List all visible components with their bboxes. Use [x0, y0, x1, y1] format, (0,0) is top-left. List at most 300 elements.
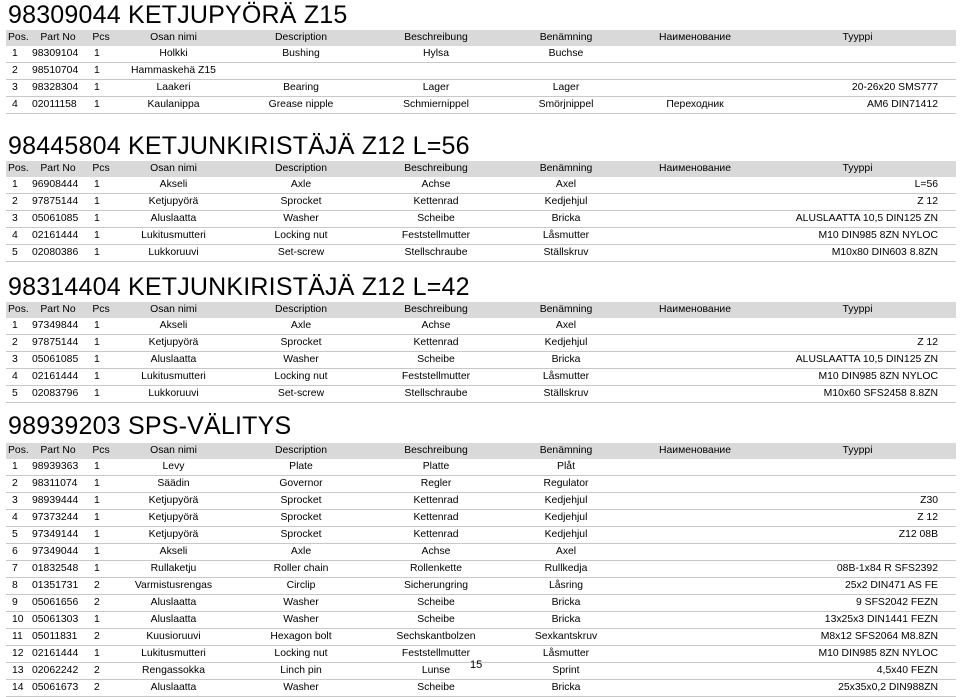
cell-pcs: 1 — [94, 247, 100, 258]
table-row — [6, 612, 956, 629]
cell-pcs: 1 — [94, 196, 100, 207]
cell-beschreibung: Lager — [422, 82, 450, 93]
parts-table — [6, 30, 956, 114]
cell-beschreibung: Scheibe — [417, 597, 455, 608]
cell-beschreibung: Achse — [421, 546, 451, 557]
cell-part-no: 02062242 — [32, 665, 79, 676]
cell-pos: 2 — [12, 65, 18, 76]
cell-description: Set-screw — [277, 247, 325, 258]
cell-part-no: 98328304 — [32, 82, 79, 93]
table-header-row — [6, 443, 956, 459]
cell-naimenovanie — [631, 612, 759, 629]
column-header-naimenovanie: Наименование — [631, 161, 759, 177]
cell-pcs: 1 — [94, 48, 100, 59]
cell-benamning: Sexkantskruv — [534, 631, 598, 642]
cell-description — [231, 63, 371, 80]
cell-benamning — [501, 63, 631, 80]
cell-description: Bushing — [282, 48, 320, 59]
cell-beschreibung: Feststellmutter — [401, 371, 471, 382]
column-header-benamning: Benämning — [501, 161, 631, 177]
cell-part-no: 05011831 — [32, 631, 78, 642]
cell-beschreibung: Kettenrad — [413, 337, 459, 348]
table-row — [6, 493, 956, 510]
cell-benamning: Regulator — [543, 478, 589, 489]
cell-benamning: Smörjnippel — [538, 99, 594, 110]
cell-pcs: 1 — [94, 371, 100, 382]
cell-pos: 7 — [12, 563, 18, 574]
cell-beschreibung: Scheibe — [417, 682, 455, 693]
cell-naimenovanie — [631, 527, 759, 544]
cell-part-no: 01351731 — [32, 580, 79, 591]
table-header-row — [6, 302, 956, 318]
cell-osan-nimi: Ketjupyörä — [148, 512, 199, 523]
cell-tyyppi: 13x25x3 DIN1441 FEZN — [824, 614, 938, 625]
cell-pos: 2 — [12, 478, 18, 489]
cell-benamning: Rullkedja — [544, 563, 588, 574]
table-row — [6, 459, 956, 476]
cell-description: Linch pin — [280, 665, 322, 676]
cell-description: Axle — [290, 320, 312, 331]
cell-osan-nimi: Ketjupyörä — [148, 337, 199, 348]
cell-description: Plate — [289, 461, 313, 472]
cell-osan-nimi: Aluslaatta — [150, 213, 197, 224]
cell-tyyppi: M8x12 SFS2064 M8.8ZN — [820, 631, 938, 642]
cell-pcs: 2 — [94, 597, 100, 608]
cell-part-no: 97875144 — [32, 196, 79, 207]
table-row — [6, 527, 956, 544]
cell-osan-nimi: Säädin — [157, 478, 190, 489]
cell-osan-nimi: Kuusioruuvi — [146, 631, 201, 642]
cell-pos: 10 — [12, 614, 24, 625]
cell-naimenovanie — [631, 510, 759, 527]
cell-tyyppi: ALUSLAATTA 10,5 DIN125 ZN — [795, 213, 938, 224]
column-header-pos: Pos. — [6, 161, 30, 177]
cell-pcs: 2 — [94, 665, 100, 676]
cell-pcs: 1 — [94, 648, 100, 659]
cell-naimenovanie — [631, 228, 759, 245]
cell-naimenovanie — [631, 663, 759, 680]
cell-osan-nimi: Akseli — [159, 546, 188, 557]
cell-naimenovanie — [631, 46, 759, 63]
cell-naimenovanie — [631, 245, 759, 262]
cell-pos: 3 — [12, 354, 18, 365]
cell-pcs: 1 — [94, 546, 100, 557]
cell-benamning: Axel — [555, 179, 577, 190]
cell-part-no: 02161444 — [32, 648, 79, 659]
cell-tyyppi: 25x2 DIN471 AS FE — [845, 580, 938, 591]
cell-beschreibung: Stellschraube — [404, 388, 468, 399]
cell-beschreibung: Lunse — [421, 665, 451, 676]
cell-part-no: 02161444 — [32, 230, 79, 241]
cell-osan-nimi: Lukitusmutteri — [141, 371, 206, 382]
cell-benamning: Bricka — [551, 682, 581, 693]
cell-beschreibung: Scheibe — [417, 614, 455, 625]
table-row — [6, 211, 956, 228]
cell-benamning: Ställskruv — [543, 388, 589, 399]
cell-pos: 11 — [12, 631, 23, 642]
cell-benamning: Låsmutter — [542, 648, 590, 659]
cell-benamning: Kedjehjul — [544, 337, 588, 348]
cell-osan-nimi: Lukitusmutteri — [141, 230, 206, 241]
cell-benamning: Låsmutter — [542, 371, 590, 382]
cell-osan-nimi: Akseli — [159, 320, 188, 331]
cell-naimenovanie — [631, 595, 759, 612]
cell-tyyppi: 08B-1x84 R SFS2392 — [836, 563, 938, 574]
cell-beschreibung: Stellschraube — [404, 247, 468, 258]
cell-part-no: 98939363 — [32, 461, 79, 472]
cell-osan-nimi: Aluslaatta — [150, 682, 197, 693]
cell-pcs: 1 — [94, 320, 100, 331]
table-header-row — [6, 30, 956, 46]
column-header-pos: Pos. — [6, 30, 30, 46]
cell-pos: 4 — [12, 512, 18, 523]
cell-description: Sprocket — [280, 495, 322, 506]
cell-part-no: 05061303 — [32, 614, 79, 625]
column-header-osan-nimi: Osan nimi — [116, 302, 231, 318]
cell-tyyppi: Z 12 — [917, 196, 938, 207]
table-row — [6, 80, 956, 97]
cell-benamning: Bricka — [551, 597, 581, 608]
table-row — [6, 352, 956, 369]
cell-tyyppi: Z30 — [920, 495, 938, 506]
cell-beschreibung: Hylsa — [423, 48, 449, 59]
column-header-pcs: Pcs — [86, 161, 116, 177]
cell-benamning: Bricka — [551, 614, 581, 625]
cell-description: Locking nut — [274, 230, 328, 241]
cell-part-no: 98939444 — [32, 495, 79, 506]
table-row — [6, 476, 956, 493]
cell-pcs: 1 — [94, 388, 100, 399]
parts-table — [6, 302, 956, 403]
cell-tyyppi: 4,5x40 FEZN — [876, 665, 938, 676]
cell-osan-nimi: Aluslaatta — [150, 597, 197, 608]
cell-tyyppi: ALUSLAATTA 10,5 DIN125 ZN — [795, 354, 938, 365]
cell-pos: 3 — [12, 82, 18, 93]
cell-tyyppi: Z12 08B — [898, 529, 938, 540]
column-header-tyyppi: Tyyppi — [759, 161, 956, 177]
cell-pos: 4 — [12, 230, 18, 241]
cell-description: Roller chain — [273, 563, 329, 574]
cell-naimenovanie — [631, 335, 759, 352]
cell-naimenovanie — [631, 369, 759, 386]
cell-description: Sprocket — [280, 512, 322, 523]
cell-naimenovanie — [631, 561, 759, 578]
cell-beschreibung: Feststellmutter — [401, 648, 471, 659]
cell-osan-nimi: Rengassokka — [142, 665, 205, 676]
cell-part-no: 98510704 — [32, 65, 79, 76]
cell-tyyppi — [759, 544, 956, 561]
cell-beschreibung: Kettenrad — [413, 495, 459, 506]
cell-benamning: Låsring — [548, 580, 584, 591]
table-row — [6, 510, 956, 527]
column-header-pcs: Pcs — [86, 443, 116, 459]
cell-tyyppi: AM6 DIN71412 — [866, 99, 938, 110]
cell-pcs: 1 — [94, 230, 100, 241]
table-header-row — [6, 161, 956, 177]
cell-part-no: 97349844 — [32, 320, 79, 331]
cell-benamning: Bricka — [551, 354, 581, 365]
table-row — [6, 629, 956, 646]
cell-pcs: 1 — [94, 337, 100, 348]
table-row — [6, 46, 956, 63]
cell-tyyppi — [759, 46, 956, 63]
cell-pcs: 1 — [94, 495, 100, 506]
table-row — [6, 177, 956, 194]
cell-part-no: 97373244 — [32, 512, 79, 523]
cell-description: Axle — [290, 179, 312, 190]
cell-description: Washer — [283, 614, 319, 625]
cell-tyyppi — [759, 318, 956, 335]
column-header-osan-nimi: Osan nimi — [116, 161, 231, 177]
cell-beschreibung: Sechskantbolzen — [396, 631, 476, 642]
cell-beschreibung: Feststellmutter — [401, 230, 471, 241]
column-header-osan-nimi: Osan nimi — [116, 443, 231, 459]
column-header-beschreibung: Beschreibung — [371, 302, 501, 318]
cell-naimenovanie — [631, 194, 759, 211]
table-row — [6, 386, 956, 403]
cell-pos: 1 — [12, 179, 18, 190]
cell-osan-nimi: Lukitusmutteri — [141, 648, 206, 659]
cell-naimenovanie — [631, 177, 759, 194]
cell-benamning: Axel — [555, 320, 577, 331]
cell-osan-nimi: Varmistusrengas — [134, 580, 213, 591]
table-row — [6, 194, 956, 211]
cell-beschreibung: Achse — [421, 320, 451, 331]
cell-pos: 4 — [12, 99, 18, 110]
cell-benamning: Lager — [552, 82, 580, 93]
column-header-naimenovanie: Наименование — [631, 30, 759, 46]
cell-pos: 12 — [12, 648, 24, 659]
section-title: 98309044 KETJUPYÖRÄ Z15 — [8, 1, 348, 29]
cell-pos: 3 — [12, 495, 18, 506]
table-row — [6, 595, 956, 612]
cell-description: Governor — [279, 478, 323, 489]
cell-tyyppi — [759, 459, 956, 476]
cell-tyyppi: L=56 — [914, 179, 938, 190]
column-header-benamning: Benämning — [501, 443, 631, 459]
cell-pcs: 1 — [94, 478, 100, 489]
cell-beschreibung: Platte — [422, 461, 450, 472]
column-header-pcs: Pcs — [86, 30, 116, 46]
cell-beschreibung: Sicherungring — [403, 580, 469, 591]
cell-pcs: 1 — [94, 529, 100, 540]
cell-description: Sprocket — [280, 337, 322, 348]
cell-pos: 9 — [12, 597, 18, 608]
cell-osan-nimi: Holkki — [159, 48, 188, 59]
column-header-description: Description — [231, 302, 371, 318]
cell-naimenovanie — [631, 680, 759, 697]
cell-osan-nimi: Hammaskehä Z15 — [131, 65, 216, 76]
cell-description: Hexagon bolt — [270, 631, 332, 642]
cell-part-no: 98309104 — [32, 48, 79, 59]
cell-beschreibung: Scheibe — [417, 354, 455, 365]
cell-naimenovanie — [631, 80, 759, 97]
cell-tyyppi: M10x80 DIN603 8.8ZN — [831, 247, 938, 258]
table-row — [6, 335, 956, 352]
cell-part-no: 05061656 — [32, 597, 79, 608]
cell-tyyppi: 9 SFS2042 FEZN — [855, 597, 938, 608]
cell-benamning: Kedjehjul — [544, 529, 588, 540]
cell-description: Washer — [283, 597, 319, 608]
cell-osan-nimi: Ketjupyörä — [148, 495, 199, 506]
cell-part-no: 01832548 — [32, 563, 79, 574]
cell-benamning: Låsmutter — [542, 230, 590, 241]
cell-tyyppi: Z 12 — [917, 512, 938, 523]
cell-benamning: Ställskruv — [543, 247, 589, 258]
cell-benamning: Buchse — [548, 48, 584, 59]
cell-pos: 2 — [12, 196, 18, 207]
cell-naimenovanie — [631, 459, 759, 476]
cell-description: Circlip — [286, 580, 316, 591]
cell-description: Grease nipple — [268, 99, 334, 110]
column-header-description: Description — [231, 443, 371, 459]
cell-tyyppi: M10 DIN985 8ZN NYLOC — [818, 648, 938, 659]
cell-part-no: 02083796 — [32, 388, 79, 399]
cell-naimenovanie — [631, 493, 759, 510]
cell-description: Washer — [283, 354, 319, 365]
column-header-pos: Pos. — [6, 302, 30, 318]
cell-part-no: 97349044 — [32, 546, 79, 557]
cell-pcs: 2 — [94, 682, 100, 693]
cell-description: Sprocket — [280, 529, 322, 540]
cell-pcs: 2 — [94, 580, 100, 591]
cell-pcs: 1 — [94, 65, 100, 76]
column-header-description: Description — [231, 161, 371, 177]
cell-naimenovanie — [631, 211, 759, 228]
section-title: 98445804 KETJUNKIRISTÄJÄ Z12 L=56 — [8, 132, 470, 160]
cell-pos: 1 — [12, 320, 18, 331]
table-row — [6, 578, 956, 595]
cell-osan-nimi: Aluslaatta — [150, 614, 197, 625]
column-header-benamning: Benämning — [501, 30, 631, 46]
cell-part-no: 97349144 — [32, 529, 79, 540]
column-header-tyyppi: Tyyppi — [759, 302, 956, 318]
cell-benamning: Axel — [555, 546, 577, 557]
cell-tyyppi: Z 12 — [917, 337, 938, 348]
cell-pcs: 1 — [94, 461, 100, 472]
column-header-part-no: Part No — [30, 161, 86, 177]
cell-naimenovanie — [631, 352, 759, 369]
cell-pos: 3 — [12, 213, 18, 224]
cell-naimenovanie — [631, 544, 759, 561]
cell-pos: 5 — [12, 529, 18, 540]
cell-benamning: Kedjehjul — [544, 512, 588, 523]
cell-pcs: 1 — [94, 563, 100, 574]
cell-part-no: 02011158 — [32, 99, 77, 110]
cell-pcs: 1 — [94, 354, 100, 365]
cell-naimenovanie — [631, 386, 759, 403]
cell-osan-nimi: Rullaketju — [150, 563, 197, 574]
cell-part-no: 05061085 — [32, 213, 79, 224]
column-header-part-no: Part No — [30, 302, 86, 318]
column-header-pcs: Pcs — [86, 302, 116, 318]
cell-naimenovanie: Переходник — [666, 99, 724, 110]
cell-tyyppi — [759, 476, 956, 493]
cell-part-no: 05061673 — [32, 682, 79, 693]
cell-pos: 2 — [12, 337, 18, 348]
cell-description: Bearing — [283, 82, 319, 93]
cell-pcs: 1 — [94, 512, 100, 523]
column-header-beschreibung: Beschreibung — [371, 443, 501, 459]
cell-osan-nimi: Aluslaatta — [150, 354, 197, 365]
cell-pos: 1 — [12, 48, 18, 59]
column-header-pos: Pos. — [6, 443, 30, 459]
cell-part-no: 97875144 — [32, 337, 79, 348]
table-row — [6, 369, 956, 386]
cell-tyyppi: M10x60 SFS2458 8.8ZN — [823, 388, 938, 399]
cell-tyyppi: M10 DIN985 8ZN NYLOC — [818, 230, 938, 241]
cell-pcs: 1 — [94, 82, 100, 93]
section-title: 98314404 KETJUNKIRISTÄJÄ Z12 L=42 — [8, 273, 470, 301]
cell-tyyppi: M10 DIN985 8ZN NYLOC — [818, 371, 938, 382]
cell-description: Washer — [283, 682, 319, 693]
cell-tyyppi: 20-26x20 SMS777 — [851, 82, 938, 93]
cell-naimenovanie — [631, 63, 759, 80]
cell-description: Locking nut — [274, 371, 328, 382]
column-header-beschreibung: Beschreibung — [371, 30, 501, 46]
column-header-beschreibung: Beschreibung — [371, 161, 501, 177]
cell-part-no: 02161444 — [32, 371, 79, 382]
column-header-tyyppi: Tyyppi — [759, 30, 956, 46]
column-header-tyyppi: Tyyppi — [759, 443, 956, 459]
cell-part-no: 05061085 — [32, 354, 79, 365]
cell-naimenovanie — [631, 629, 759, 646]
column-header-part-no: Part No — [30, 443, 86, 459]
cell-beschreibung: Achse — [421, 179, 451, 190]
cell-description: Locking nut — [274, 648, 328, 659]
table-row — [6, 228, 956, 245]
cell-beschreibung: Schmiernippel — [403, 99, 469, 110]
cell-pos: 5 — [12, 388, 18, 399]
cell-osan-nimi: Ketjupyörä — [148, 196, 199, 207]
cell-naimenovanie — [631, 646, 759, 663]
cell-beschreibung: Scheibe — [417, 213, 455, 224]
cell-beschreibung: Kettenrad — [413, 529, 459, 540]
cell-pos: 1 — [12, 461, 18, 472]
cell-pos: 6 — [12, 546, 18, 557]
cell-pos: 13 — [12, 665, 24, 676]
section-title: 98939203 SPS-VÄLITYS — [8, 412, 292, 440]
cell-naimenovanie — [631, 578, 759, 595]
cell-osan-nimi: Akseli — [159, 179, 188, 190]
table-row — [6, 63, 956, 80]
cell-part-no: 96908444 — [32, 179, 79, 190]
cell-osan-nimi: Levy — [162, 461, 185, 472]
cell-osan-nimi: Laakeri — [156, 82, 191, 93]
column-header-naimenovanie: Наименование — [631, 443, 759, 459]
cell-description: Axle — [290, 546, 312, 557]
cell-pos: 5 — [12, 247, 18, 258]
cell-pcs: 1 — [94, 614, 100, 625]
table-row — [6, 680, 956, 697]
cell-osan-nimi: Lukkoruuvi — [148, 247, 199, 258]
parts-table — [6, 161, 956, 262]
cell-benamning: Kedjehjul — [544, 196, 588, 207]
table-row — [6, 544, 956, 561]
cell-pcs: 1 — [94, 213, 100, 224]
cell-beschreibung: Kettenrad — [413, 196, 459, 207]
cell-beschreibung: Kettenrad — [413, 512, 459, 523]
cell-tyyppi — [759, 63, 956, 80]
cell-benamning: Bricka — [551, 213, 581, 224]
cell-pcs: 2 — [94, 631, 100, 642]
table-row — [6, 561, 956, 578]
cell-part-no: 02080386 — [32, 247, 79, 258]
table-row — [6, 318, 956, 335]
cell-description: Sprocket — [280, 196, 322, 207]
cell-pos: 14 — [12, 682, 24, 693]
cell-osan-nimi: Ketjupyörä — [148, 529, 199, 540]
